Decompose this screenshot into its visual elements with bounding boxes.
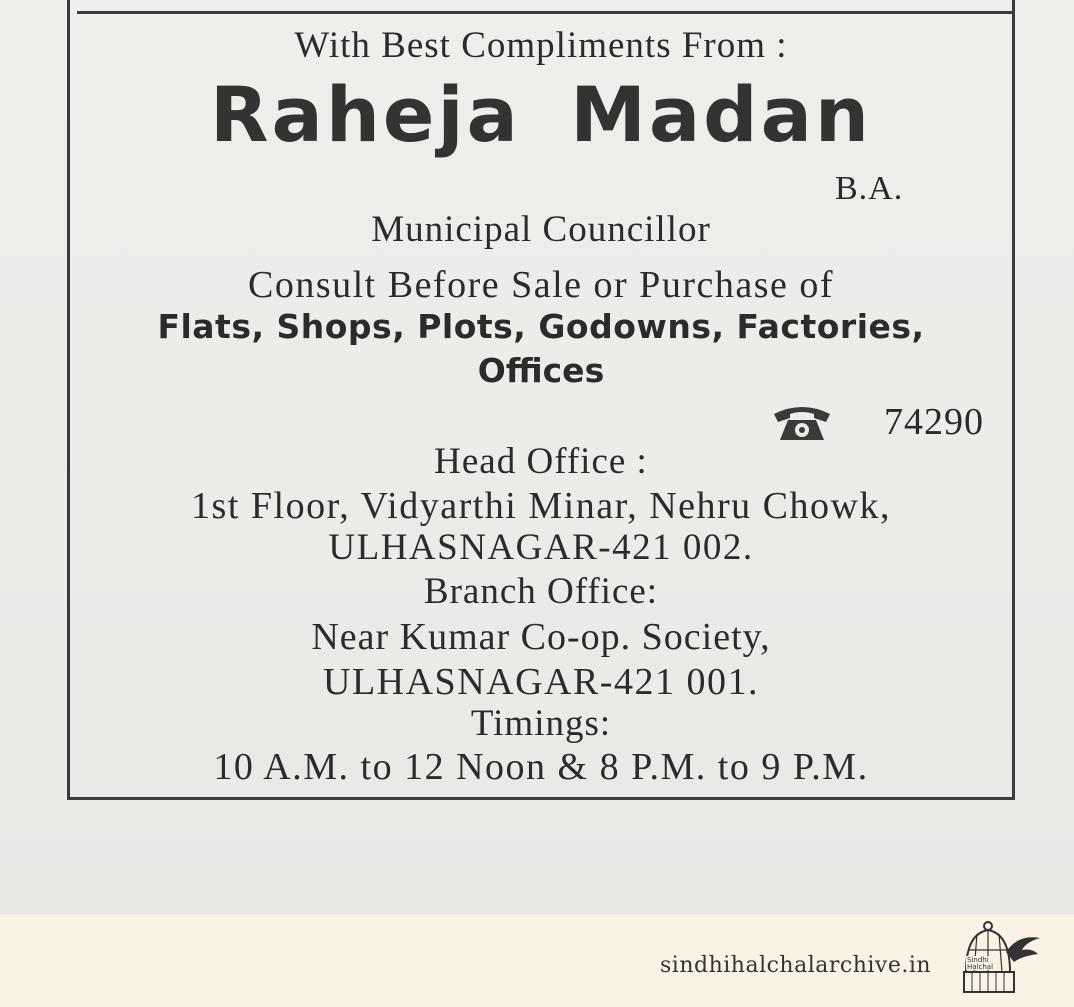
head-office-address-line1: 1st Floor, Vidyarthi Minar, Nehru Chowk, xyxy=(191,485,891,527)
greeting-text: With Best Compliments From : xyxy=(294,25,788,66)
archive-logo-icon xyxy=(960,920,1044,996)
phone-row xyxy=(770,400,984,444)
branch-office-address-line2: ULHASNAGAR-421 001. xyxy=(323,661,759,703)
head-office-label: Head Office : xyxy=(434,441,648,482)
archive-site-link[interactable]: sindhihalchalarchive.in xyxy=(660,953,932,978)
degree-text: B.A. xyxy=(835,170,904,207)
advertisement-top-rule xyxy=(77,11,1015,14)
role-text: Municipal Councillor xyxy=(371,209,711,250)
phone-number: 74290 xyxy=(884,401,984,443)
svg-text:Halchal: Halchal xyxy=(967,963,994,971)
svg-text:Sindhi: Sindhi xyxy=(967,956,989,964)
consult-text: Consult Before Sale or Purchase of xyxy=(247,264,835,306)
head-office-address-line2: ULHASNAGAR-421 002. xyxy=(328,527,754,568)
property-types-line1: Flats, Shops, Plots, Godowns, Factories, xyxy=(157,307,925,346)
telephone-icon xyxy=(770,402,834,442)
branch-office-address-line1: Near Kumar Co-op. Society, xyxy=(311,616,771,658)
timings-label: Timings: xyxy=(470,703,612,744)
timings-value: 10 A.M. to 12 Noon & 8 P.M. to 9 P.M. xyxy=(213,746,869,788)
property-types-line2: Offices xyxy=(477,351,605,390)
advertiser-name: Raheja Madan xyxy=(210,70,872,159)
branch-office-label: Branch Office: xyxy=(423,571,659,612)
